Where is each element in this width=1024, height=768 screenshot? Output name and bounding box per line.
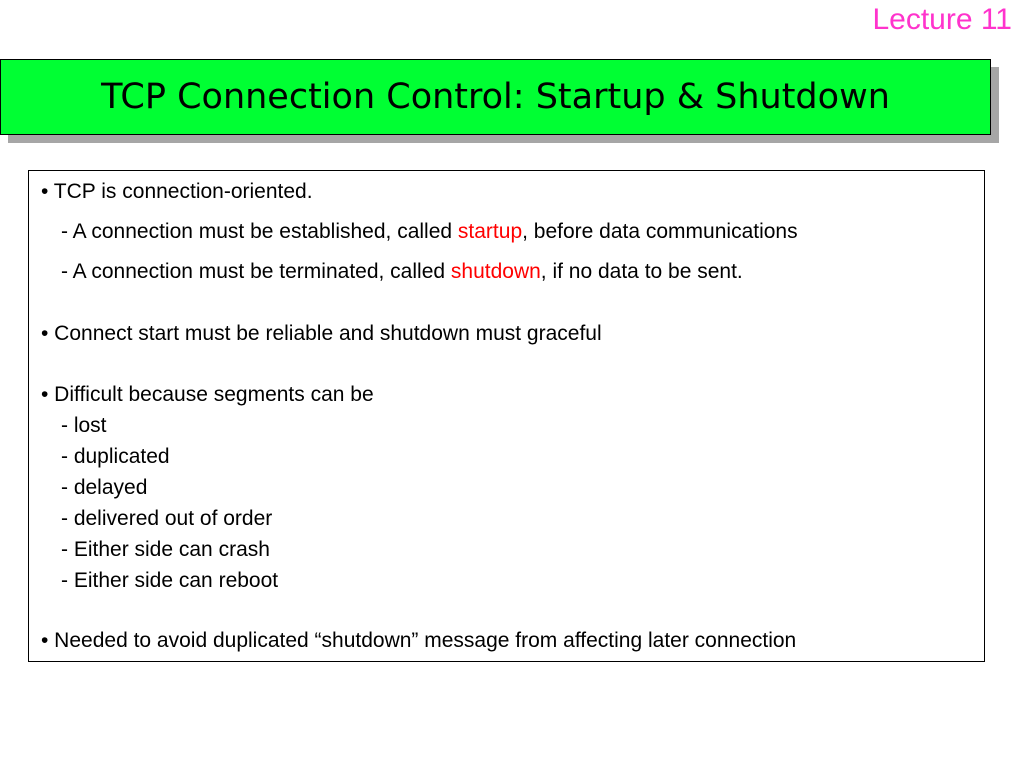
- sub-item-reboot: - Either side can reboot: [61, 569, 279, 592]
- sub-item-delayed: - delayed: [61, 476, 148, 499]
- sub-item-lost: - lost: [61, 414, 107, 437]
- sub-bullet-startup-post: , before data communications: [522, 220, 798, 243]
- bullet-connection-oriented: • TCP is connection-oriented.: [41, 180, 313, 203]
- sub-item-crash: - Either side can crash: [61, 538, 270, 561]
- lecture-number: Lecture 11: [872, 3, 1012, 36]
- slide-title: TCP Connection Control: Startup & Shutdown: [101, 77, 890, 117]
- sub-bullet-shutdown-post: , if no data to be sent.: [540, 260, 743, 283]
- sub-bullet-shutdown: [61, 260, 743, 284]
- content-box: [28, 170, 985, 662]
- sub-bullet-startup-pre: - A connection must be established, called: [61, 220, 458, 243]
- sub-bullet-startup: [61, 220, 798, 244]
- startup-highlight: startup: [457, 220, 523, 243]
- sub-item-out-of-order: - delivered out of order: [61, 507, 273, 530]
- bullet-difficult: • Difficult because segments can be: [41, 383, 374, 406]
- bullet-avoid-duplicated: • Needed to avoid duplicated “shutdown” message from affecting later connection: [41, 629, 797, 652]
- bullet-reliable-start: • Connect start must be reliable and shutdown must graceful: [41, 322, 602, 345]
- title-banner: [0, 59, 991, 135]
- sub-item-duplicated: - duplicated: [61, 445, 170, 468]
- shutdown-highlight: shutdown: [450, 260, 541, 283]
- sub-bullet-shutdown-pre: - A connection must be terminated, called: [61, 260, 451, 283]
